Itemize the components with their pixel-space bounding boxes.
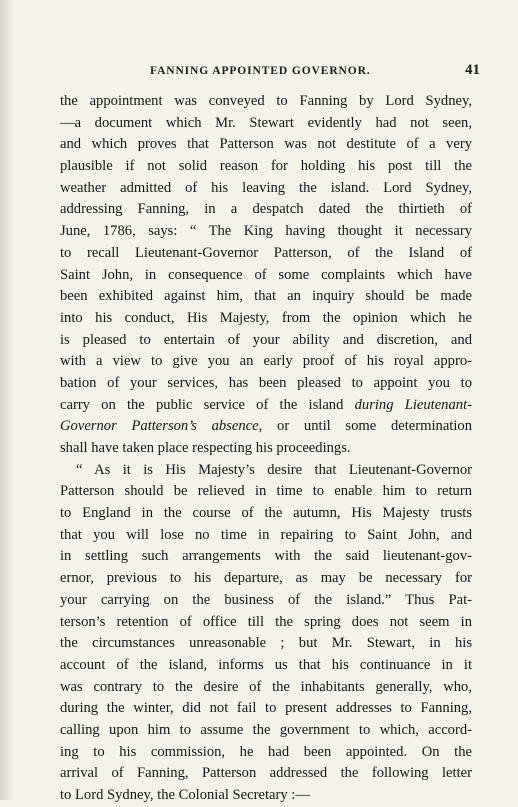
italic-text-segment: during Lieutenant- <box>354 396 472 413</box>
text-line: the appointment was conveyed to Fanning by Lord Sydney, <box>60 93 472 109</box>
text-line: Saint John, in consequence of some complaints which have <box>60 266 472 283</box>
text-line: with a view to give you an early proof of his royal appro- <box>60 353 472 370</box>
text-line: terson’s retention of office till the spring does not seem in <box>60 613 472 630</box>
text-line: Patterson should be relieved in time to enable him to return <box>60 483 472 500</box>
text-line: is pleased to entertain of your ability and discretion, and <box>60 331 472 348</box>
text-segment: , or until some determination <box>258 418 473 435</box>
text-line: bation of your services, has been pleased to appoint you to <box>60 374 472 391</box>
text-line: to England in the course of the autumn, His Majesty trusts <box>60 505 472 522</box>
text-segment: carry on the public service of the island <box>60 396 355 413</box>
italic-text-segment: Governor Patterson’s absence <box>60 418 259 435</box>
text-line: to Lord Sydney, the Colonial Secretary :— <box>60 787 310 803</box>
text-line: shall have taken place respecting his proceedings. <box>60 440 351 456</box>
body-text <box>60 91 472 807</box>
text-line: addressing Fanning, in a despatch dated the thirtieth of <box>60 201 472 218</box>
text-line: that you will lose no time in repairing to Saint John, and <box>60 526 472 543</box>
text-line: account of the island, informs us that his continuance in it <box>60 656 472 673</box>
page-header <box>60 62 480 82</box>
page-gutter-shadow <box>0 0 14 800</box>
page-number: 41 <box>465 62 480 78</box>
text-line: during the winter, did not fail to present addresses to Fanning, <box>60 700 472 717</box>
text-line: —a document which Mr. Stewart evidently had not seen, <box>60 114 472 131</box>
text-line: been exhibited against him, that an inquiry should be made <box>60 288 472 305</box>
text-line: into his conduct, His Majesty, from the opinion which he <box>60 309 472 326</box>
text-line: ing to his commission, he had been appointed. On the <box>60 743 472 760</box>
text-line: to recall Lieutenant-Governor Patterson, of the Island of <box>60 244 472 261</box>
text-line: and which proves that Patterson was not destitute of a very <box>60 136 472 153</box>
text-line: your carrying on the business of the island.” Thus Pat- <box>60 591 472 608</box>
text-line: was contrary to the desire of the inhabitants generally, who, <box>60 678 472 695</box>
text-line <box>60 395 472 417</box>
text-line: calling upon him to assume the government to which, accord- <box>60 721 472 738</box>
text-line: arrival of Fanning, Patterson addressed the following letter <box>60 765 472 782</box>
running-head: FANNING APPOINTED GOVERNOR. <box>150 65 371 77</box>
text-line: ernor, previous to his departure, as may be necessary for <box>60 570 472 587</box>
text-line: plausible if not solid reason for holding his post till the <box>60 158 472 175</box>
text-line: “ As it is His Majesty’s desire that Lieutenant-Governor <box>76 461 472 478</box>
text-line <box>60 416 472 438</box>
text-line: June, 1786, says: “ The King having thought it necessary <box>60 223 472 240</box>
text-line: weather admitted of his leaving the island. Lord Sydney, <box>60 179 472 196</box>
text-line: the circumstances unreasonable ; but Mr. Stewart, in his <box>60 635 472 652</box>
text-line: in settling such arrangements with the said lieutenant-gov- <box>60 548 472 565</box>
